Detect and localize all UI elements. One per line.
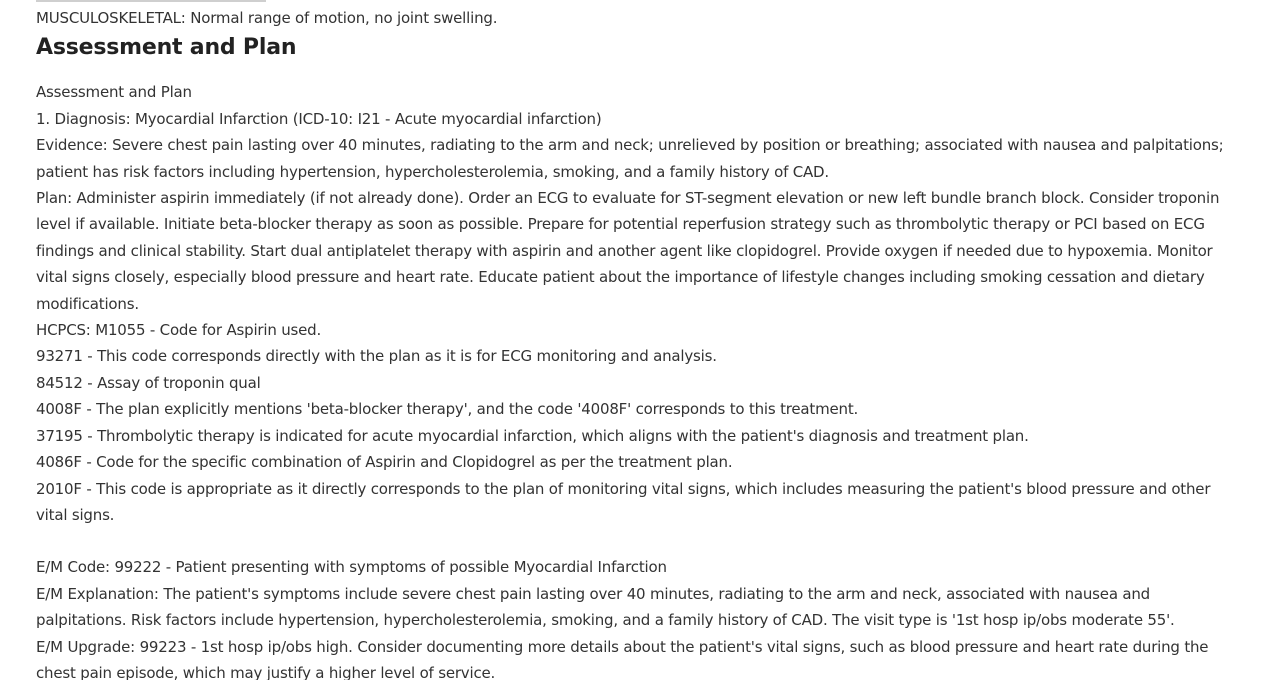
em-explanation-paragraph: E/M Explanation: The patient's symptoms include severe chest pain lasting over 40 minutes, radiating to the arm and neck, associated with nausea and palpitations. Risk factors include hypertension, hypercholesterolemia, smoking, and a family history of CAD. The visit type is '1st hosp ip/obs moderate 55'. (36, 584, 1175, 630)
assessment-plan-body (36, 79, 1242, 680)
code-line-hcpcs: HCPCS: M1055 - Code for Aspirin used. (36, 321, 322, 340)
musculoskeletal-line: MUSCULOSKELETAL: Normal range of motion, no joint swelling. (36, 9, 498, 27)
code-line-93271: 93271 - This code corresponds directly with the plan as it is for ECG monitoring and analysis. (36, 347, 717, 366)
spacer (36, 65, 1242, 79)
em-code-line: E/M Code: 99222 - Patient presenting with symptoms of possible Myocardial Infarction (36, 558, 667, 577)
plan-paragraph: Plan: Administer aspirin immediately (if not already done). Order an ECG to evaluate for ST-segment elevation or new left bundle branch block. Consider troponin level if available. Initiate beta-blocker therapy as soon as possible. Prepare for potential reperfusion strategy such as thrombolytic therapy or PCI based on ECG findings and clinical stability. Start dual antiplatelet therapy with aspirin and another agent like clopidogrel. Provide oxygen if needed due to hypoxemia. Monitor vital signs closely, especially blood pressure and heart rate. Educate patient about the importance of lifestyle changes including smoking cessation and dietary modifications. (36, 189, 1220, 313)
document-page (36, 0, 1242, 680)
code-line-2010f: 2010F - This code is appropriate as it directly corresponds to the plan of monitoring vital signs, which includes measuring the patient's blood pressure and other vital signs. (36, 479, 1211, 524)
code-line-4086f: 4086F - Code for the specific combination of Aspirin and Clopidogrel as per the treatment plan. (36, 453, 733, 472)
code-line-4008f: 4008F - The plan explicitly mentions 'beta-blocker therapy', and the code '4008F' corresponds to this treatment. (36, 400, 859, 419)
blank-line (36, 528, 1242, 554)
body-subtitle: Assessment and Plan (36, 83, 192, 102)
code-line-84512: 84512 - Assay of troponin qual (36, 373, 261, 392)
code-line-37195: 37195 - Thrombolytic therapy is indicated for acute myocardial infarction, which aligns with the patient's diagnosis and treatment plan. (36, 426, 1029, 445)
evidence-paragraph: Evidence: Severe chest pain lasting over 40 minutes, radiating to the arm and neck; unrelieved by position or breathing; associated with nausea and palpitations; patient has risk factors including hypertension, hypercholesterolemia, smoking, and a family history of CAD. (36, 136, 1224, 181)
section-heading: Assessment and Plan (36, 35, 297, 61)
em-upgrade-paragraph: E/M Upgrade: 99223 - 1st hosp ip/obs high. Consider documenting more details about the patient's vital signs, such as blood pressure and heart rate during the chest pain episode, which may justify a higher level of service. (36, 637, 1209, 680)
diagnosis-line: 1. Diagnosis: Myocardial Infarction (ICD-10: I21 - Acute myocardial infarction) (36, 109, 602, 128)
